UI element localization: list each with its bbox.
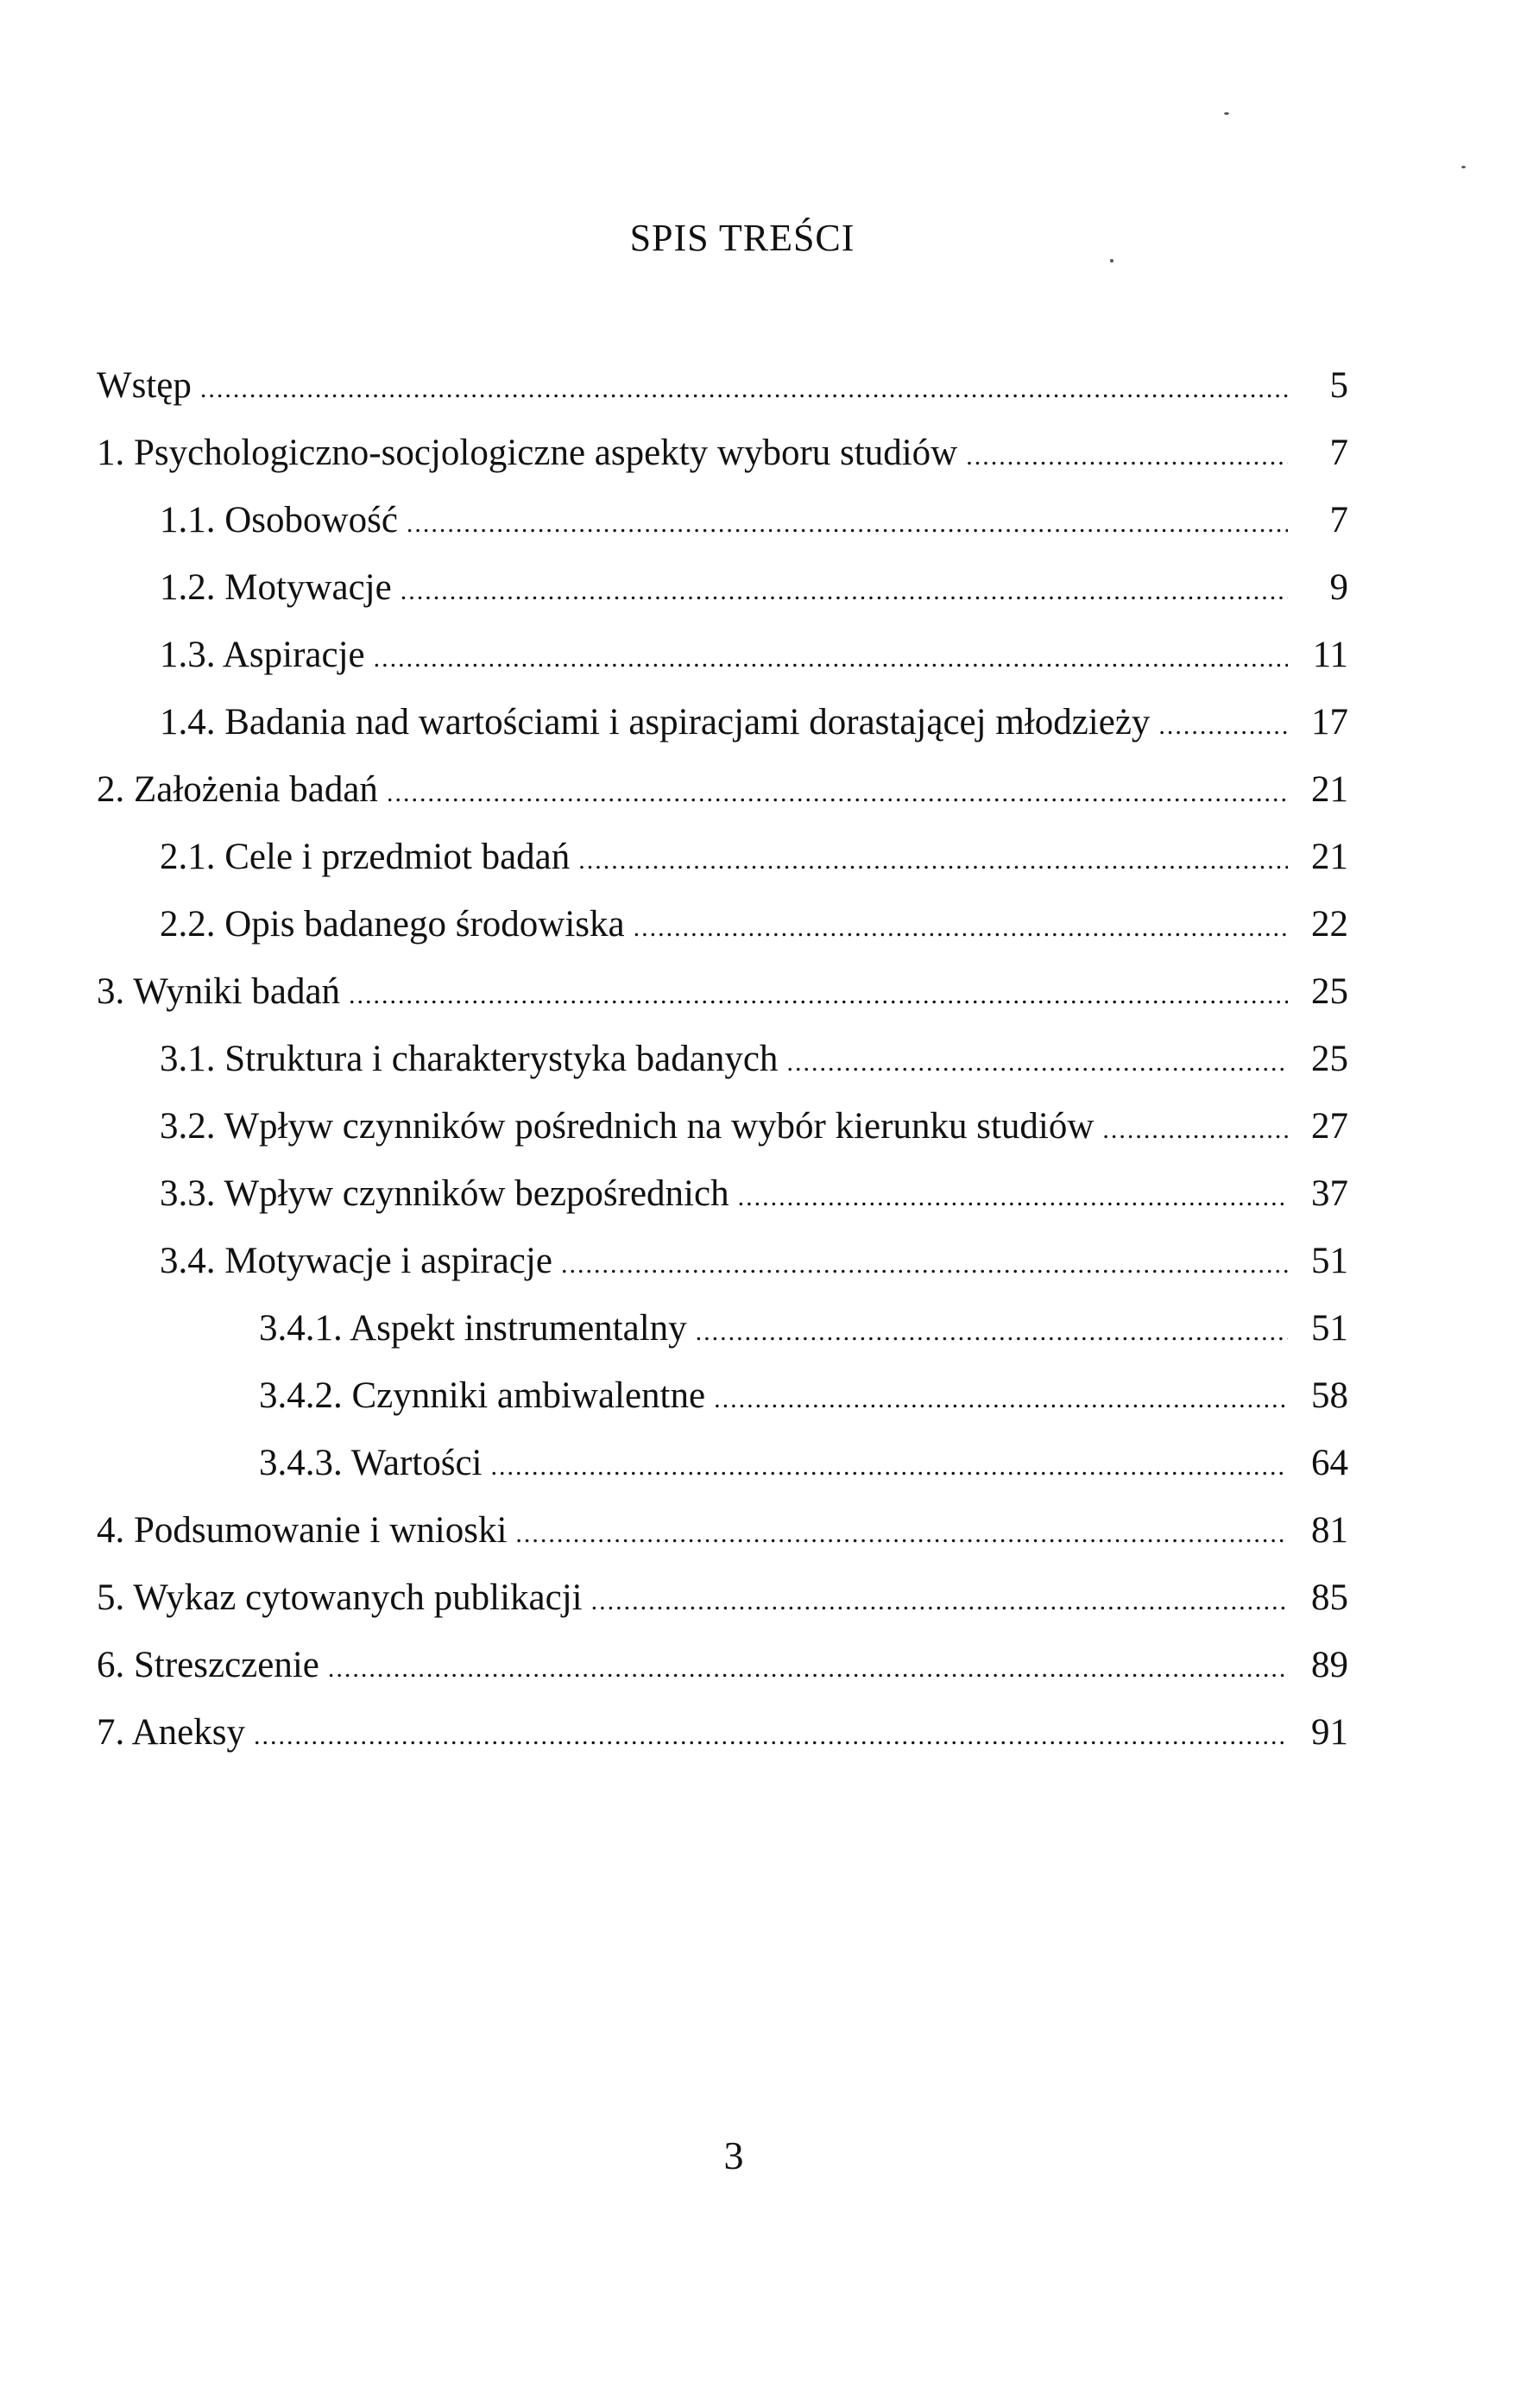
toc-entry	[97, 352, 1348, 420]
scan-speck	[1224, 112, 1229, 115]
toc-entry-page: 51	[1311, 1308, 1348, 1349]
dot-leader	[1102, 1097, 1288, 1164]
toc-entry-label: 1.4. Badania nad wartościami i aspiracjami dorastającej młodzieży	[160, 702, 1151, 743]
dot-leader	[714, 1366, 1288, 1433]
toc-entry-label: 3.4.1. Aspekt instrumentalny	[259, 1308, 687, 1349]
dot-leader	[591, 1568, 1288, 1635]
dot-leader	[200, 356, 1288, 423]
toc-entry-page: 51	[1311, 1241, 1348, 1281]
toc-entry	[97, 1295, 1348, 1362]
toc-entry-page: 89	[1311, 1645, 1348, 1685]
toc-entry-label: 3.2. Wpływ czynników pośrednich na wybór kierunku studiów	[160, 1106, 1094, 1147]
toc-entry-label: 2. Założenia badań	[97, 769, 378, 810]
toc-entry-label: 1.2. Motywacje	[160, 567, 392, 608]
toc-entry-page: 7	[1329, 500, 1348, 540]
toc-entry	[97, 1564, 1348, 1632]
toc-entry-label: 1.3. Aspiracje	[160, 635, 365, 675]
toc-entry-label: Wstęp	[97, 365, 192, 406]
dot-leader	[1158, 692, 1288, 760]
dot-leader	[786, 1029, 1288, 1097]
page-title: SPIS TREŚCI	[629, 217, 855, 259]
toc-entry-label: 4. Podsumowanie i wnioski	[97, 1510, 508, 1551]
toc-entry-page: 11	[1312, 635, 1348, 675]
toc-entry-label: 3.4.2. Czynniki ambiwalentne	[259, 1375, 706, 1416]
toc-entry-page: 21	[1311, 837, 1348, 877]
toc-entry-label: 7. Aneksy	[97, 1712, 245, 1753]
dot-leader	[349, 962, 1288, 1029]
toc-entry-label: 3.4. Motywacje i aspiracje	[160, 1241, 552, 1281]
toc-entry-label: 2.2. Opis badanego środowiska	[160, 904, 625, 945]
dot-leader	[387, 760, 1288, 827]
scan-speck	[1461, 166, 1466, 168]
toc-entry	[97, 689, 1348, 756]
toc-entry	[97, 824, 1348, 891]
toc-entry-page: 58	[1311, 1375, 1348, 1416]
toc-entry-page: 25	[1311, 971, 1348, 1012]
toc-entry	[97, 756, 1348, 824]
toc-entry	[97, 1699, 1348, 1766]
toc-entry	[97, 622, 1348, 689]
toc-entry-page: 27	[1311, 1106, 1348, 1147]
dot-leader	[254, 1703, 1288, 1770]
dot-leader	[515, 1501, 1288, 1568]
toc-entry	[97, 1430, 1348, 1497]
toc-entry-label: 1. Psychologiczno-socjologiczne aspekty wyboru studiów	[97, 433, 958, 473]
dot-leader	[374, 625, 1288, 692]
toc-entry	[97, 1362, 1348, 1430]
dot-leader	[738, 1164, 1288, 1231]
toc-entry	[97, 1228, 1348, 1295]
toc-entry-label: 1.1. Osobowość	[160, 500, 398, 540]
dot-leader	[407, 490, 1288, 558]
toc-entry	[97, 958, 1348, 1026]
toc-entry-page: 64	[1311, 1443, 1348, 1483]
page-number: 3	[723, 2133, 744, 2177]
dot-leader	[696, 1299, 1288, 1366]
toc-entry-page: 25	[1311, 1039, 1348, 1079]
toc-entry-label: 3. Wyniki badań	[97, 971, 341, 1012]
toc-entry	[97, 420, 1348, 487]
toc-entry-page: 17	[1311, 702, 1348, 743]
dot-leader	[561, 1231, 1288, 1299]
dot-leader	[966, 423, 1288, 490]
toc-entry-page: 37	[1311, 1173, 1348, 1214]
toc-entry	[97, 1497, 1348, 1564]
toc-entry-label: 6. Streszczenie	[97, 1645, 319, 1685]
toc-entry-page: 7	[1329, 433, 1348, 473]
toc-entry-page: 9	[1329, 567, 1348, 608]
dot-leader	[578, 827, 1288, 894]
dot-leader	[634, 894, 1288, 962]
toc-entry-label: 3.3. Wpływ czynników bezpośrednich	[160, 1173, 729, 1214]
toc-entry	[97, 891, 1348, 958]
dot-leader	[490, 1433, 1288, 1501]
toc-entry	[97, 554, 1348, 622]
toc-entry-page: 85	[1311, 1577, 1348, 1618]
toc-entry-label: 2.1. Cele i przedmiot badań	[160, 837, 571, 877]
dot-leader	[401, 558, 1288, 625]
toc-entry-page: 22	[1311, 904, 1348, 945]
toc-entry	[97, 1093, 1348, 1160]
toc-entry	[97, 1160, 1348, 1228]
toc-entry	[97, 1026, 1348, 1093]
toc-entry	[97, 1632, 1348, 1699]
toc-entry-page: 5	[1329, 365, 1348, 406]
toc-entry-page: 91	[1311, 1712, 1348, 1753]
toc-entry-label: 3.1. Struktura i charakterystyka badanych	[160, 1039, 779, 1079]
toc-entry	[97, 487, 1348, 554]
toc-entry-page: 21	[1311, 769, 1348, 810]
table-of-contents	[97, 352, 1348, 1766]
dot-leader	[328, 1635, 1288, 1703]
toc-entry-label: 3.4.3. Wartości	[259, 1443, 483, 1483]
toc-entry-label: 5. Wykaz cytowanych publikacji	[97, 1577, 583, 1618]
toc-entry-page: 81	[1311, 1510, 1348, 1551]
